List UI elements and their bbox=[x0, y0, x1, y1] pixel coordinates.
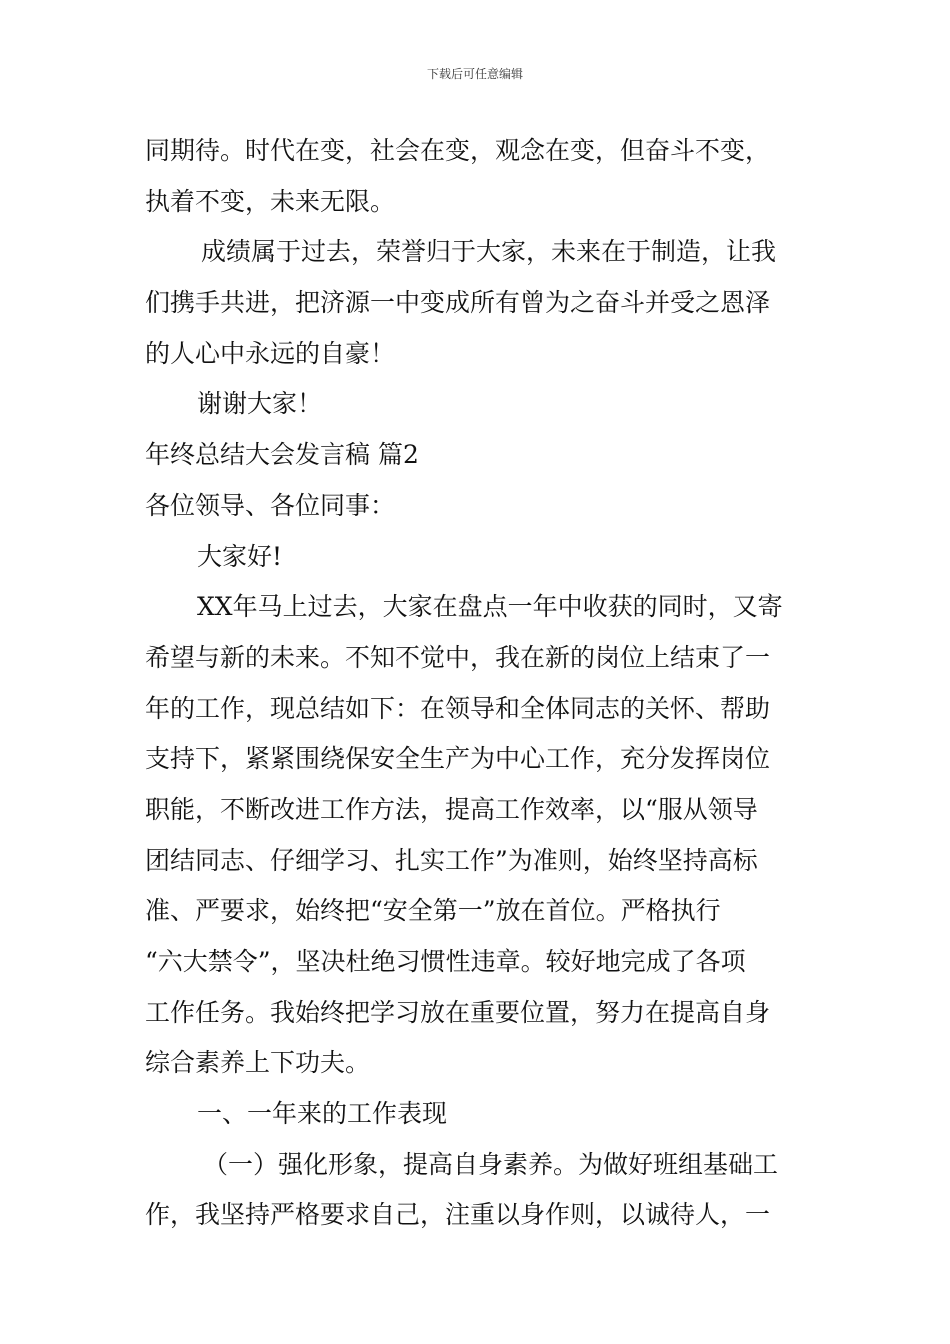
salutation: 各位领导、各位同事： bbox=[145, 490, 396, 520]
document-body bbox=[145, 126, 809, 1241]
paragraph-start: 成绩属于过去，荣誉归于大家，未来在于制造，让我 bbox=[201, 237, 777, 267]
text-line: 同期待。时代在变，社会在变，观念在变，但奋斗不变， bbox=[145, 136, 771, 165]
paragraph-start: 谢谢大家！ bbox=[197, 389, 323, 419]
text-line: 执着不变，未来无限。 bbox=[145, 186, 396, 216]
text-line: 年的工作，现总结如下：在领导和全体同志的关怀、帮助 bbox=[145, 693, 771, 723]
paragraph-start: XX年马上过去，大家在盘点一年中收获的同时，又寄 bbox=[197, 592, 783, 622]
text-line: 准、严要求，始终把“安全第一”放在首位。严格执行 bbox=[145, 896, 721, 926]
text-line: 们携手共进，把济源一中变成所有曾为之奋斗并受之恩泽 bbox=[145, 288, 771, 318]
paragraph-start: （一）强化形象，提高自身素养。为做好班组基础工 bbox=[203, 1149, 779, 1179]
text-line: 工作任务。我始终把学习放在重要位置，努力在提高自身 bbox=[145, 997, 771, 1027]
text-line: 综合素养上下功夫。 bbox=[145, 1048, 371, 1078]
text-line: 作，我坚持严格要求自己，注重以身作则，以诚待人，一 bbox=[145, 1200, 771, 1230]
text-line: 职能，不断改进工作方法，提高工作效率，以“服从领导 bbox=[145, 794, 758, 824]
greeting: 大家好! bbox=[197, 541, 283, 571]
section-heading: 一、一年来的工作表现 bbox=[197, 1099, 448, 1129]
text-line: “六大禁令”，坚决杜绝习惯性违章。较好地完成了各项 bbox=[145, 947, 746, 976]
section-title: 年终总结大会发言稿 篇2 bbox=[145, 440, 419, 470]
page-header: 下载后可任意编辑 bbox=[426, 67, 523, 81]
text-line: 团结同志、仔细学习、扎实工作”为准则，始终坚持高标 bbox=[145, 845, 758, 875]
text-line: 的人心中永远的自豪！ bbox=[145, 338, 396, 368]
text-line: 希望与新的未来。不知不觉中，我在新的岗位上结束了一 bbox=[145, 642, 771, 672]
text-line: 支持下，紧紧围绕保安全生产为中心工作，充分发挥岗位 bbox=[145, 744, 771, 774]
